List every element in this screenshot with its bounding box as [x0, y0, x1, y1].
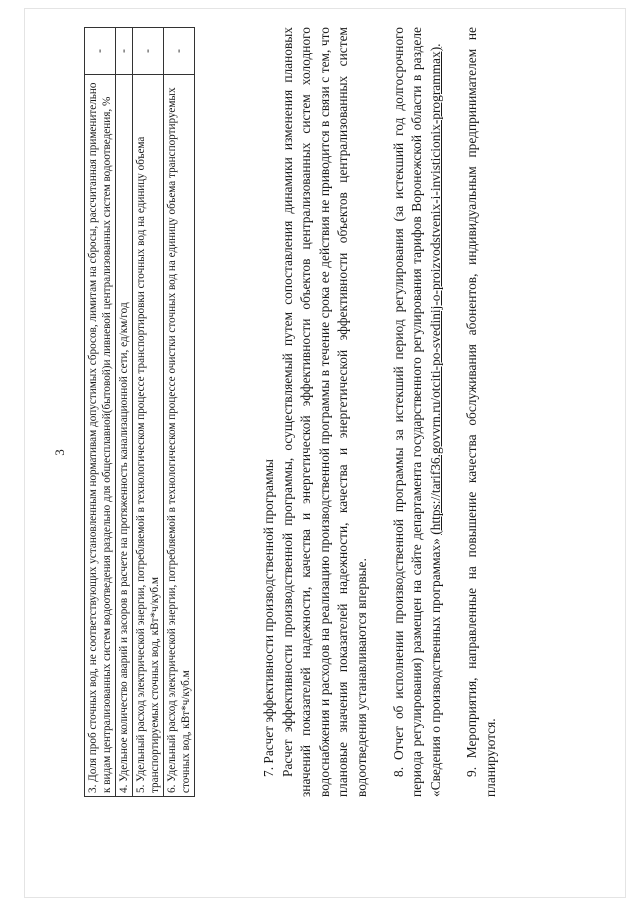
table-cell-indicator: 4. Удельное количество аварий и засоров в расчете на протяженность канализационной сети, ед/км/год	[116, 75, 133, 797]
table-row	[85, 28, 116, 797]
section-7-paragraph: Расчет эффективности производственной программы, осуществляемый путем сопоставления динамики изменения плановых значений показателей надежности, качества и энергетической эффективности объектов централизованных систем холодного водоснабжения и расходов на реализацию производственной программы в течение срока ее действия не приводится в связи с тем, что плановые значения показателей надежности, качества и энергетической эффективности объектов централизованных систем водоотведения устанавливаются впервые.	[279, 27, 369, 797]
section-7-heading: 7. Расчет эффективности производственной программы	[261, 459, 276, 777]
table-cell-value: -	[164, 28, 195, 75]
report-link[interactable]: (https://tarif36.govvrn.ru/otciti-po-svedinij-o-proizvodstvenix-i-invisticionix-programmax)	[427, 46, 443, 535]
table-cell-value: -	[133, 28, 164, 75]
section-8-paragraph	[390, 27, 446, 797]
table-row	[116, 28, 133, 797]
table-cell-indicator: 5. Удельный расход электрической энергии, потребляемой в технологическом процессе транспортировки сточных вод на единицу объема транспортируемых сточных вод, кВт*ч/куб.м	[133, 75, 164, 797]
rotated-page-content	[40, 20, 600, 885]
section-8-end: .	[427, 43, 443, 47]
section-9-paragraph: 9. Мероприятия, направленные на повышение качества обслуживания абонентов, индивидуальным предпринимателем не планируются.	[464, 27, 498, 797]
table-row	[133, 28, 164, 797]
section-8-text: 8. Отчет об исполнении производственной программы за истекший период регулирования (за истекший год долгосрочного периода регулирования) размещен на сайте департамента государственного регулирования тарифов Воронежской области в разделе «Сведения о производственных программах»	[390, 27, 443, 797]
indicators-table	[84, 27, 195, 797]
table-cell-indicator: 3. Доля проб сточных вод, не соответствующих установленным нормативам допустимых сбросов, лимитам на сбросы, рассчитанная применительно к видам централизованных систем водоотведения раздельно для общесплавной(бытовой)и ливневой централизованных систем водоотведения, %	[85, 75, 116, 797]
document-body	[260, 27, 501, 797]
page-number: 3	[52, 449, 67, 456]
table-cell-value: -	[85, 28, 116, 75]
table-cell-indicator: 6. Удельный расход электрической энергии, потребляемой в технологическом процессе очистки сточных вод на единицу объема транспортируемых сточных вод, кВт*ч/куб.м	[164, 75, 195, 797]
table-row	[164, 28, 195, 797]
table-cell-value: -	[116, 28, 133, 75]
